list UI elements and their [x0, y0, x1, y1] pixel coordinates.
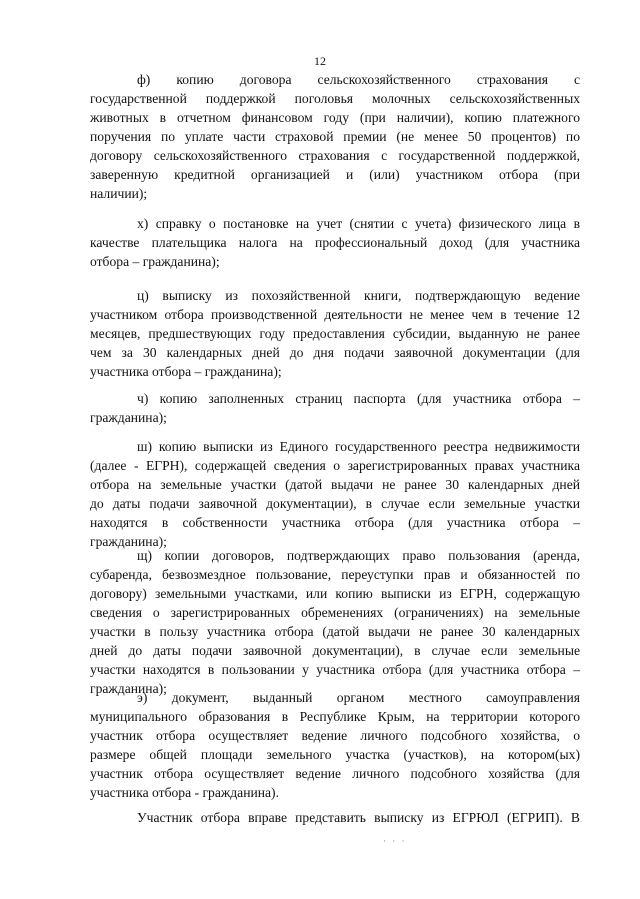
paragraph-line: размере общей площади земельного участка (участков), на котором(ых)	[90, 747, 580, 762]
paragraph-line: заверенную кредитной организацией и (или) участником отбора (при	[90, 167, 580, 182]
paragraph-line: э) документ, выданный органом местного самоуправления	[137, 690, 580, 705]
paragraph-line: ч) копию заполненных страниц паспорта (для участника отбора –	[137, 391, 580, 406]
paragraph-line: дней до даты подачи заявочной документации), в случае если земельные	[90, 643, 580, 658]
paragraph-line: участки в пользу участника отбора (датой выдачи не ранее 30 календарных	[90, 624, 580, 639]
paragraph-sh	[90, 437, 580, 551]
paragraph-line: участника отбора – гражданина);	[90, 364, 282, 379]
paragraph-line: качестве плательщика налога на профессиональный доход (для участника	[90, 235, 580, 250]
paragraph-line: наличии);	[90, 186, 148, 201]
paragraph-line: Участник отбора вправе представить выписку из ЕГРЮЛ (ЕГРИП). В	[137, 810, 580, 825]
paragraph-line: участником отбора производственной деятельности не менее чем в течение 12	[90, 307, 580, 322]
paragraph-line: участки находятся в пользовании у участника отбора (для участника отбора –	[90, 662, 580, 677]
paragraph-line: (далее - ЕГРН), содержащей сведения о зарегистрированных правах участника	[90, 458, 580, 473]
paragraph-line: участник отбора осуществляет ведение личного подсобного хозяйства (для	[90, 766, 580, 781]
paragraph-line: щ) копии договоров, подтверждающих право пользования (аренда,	[137, 548, 580, 563]
paragraph-line: гражданина);	[90, 410, 167, 425]
paragraph-line: сведения о зарегистрированных обременениях (ограничениях) на земельные	[90, 605, 580, 620]
paragraph-line: договору) земельными участками, или копию выписки из ЕГРН, содержащую	[90, 586, 580, 601]
paragraph-line: участника отбора - гражданина).	[90, 785, 279, 800]
paragraph-line: х) справку о постановке на учет (снятии с учета) физического лица в	[137, 216, 580, 231]
paragraph-line: месяцев, предшествующих году предоставления субсидии, выданную не ранее	[90, 326, 580, 341]
paragraph-f	[90, 70, 580, 203]
paragraph-line: животных в отчетном финансовом году (при наличии), копию платежного	[90, 110, 580, 125]
paragraph-h	[90, 214, 580, 271]
paragraph-line: ш) копию выписки из Единого государственного реестра недвижимости	[137, 439, 580, 454]
paragraph-line: отбора – гражданина);	[90, 254, 220, 269]
paragraph-ts	[90, 286, 580, 381]
paragraph-closing	[90, 808, 580, 827]
page-number: 12	[314, 54, 326, 68]
paragraph-line: до даты подачи заявочной документации), в случае если земельные участки	[90, 496, 580, 511]
paragraph-e	[90, 688, 580, 802]
scan-speck: · · ·	[383, 836, 407, 846]
paragraph-line: муниципального образования в Республике Крым, на территории которого	[90, 709, 580, 724]
paragraph-line: поручения по уплате части страховой премии (не менее 50 процентов) по	[90, 129, 580, 144]
paragraph-line: ф) копию договора сельскохозяйственного страхования с	[137, 72, 580, 87]
paragraph-line: гражданина);	[90, 534, 167, 549]
paragraph-line: участник отбора осуществляет ведение личного подсобного хозяйства, о	[90, 728, 580, 743]
paragraph-line: гражданина);	[90, 681, 167, 696]
paragraph-line: государственной поддержкой поголовья молочных сельскохозяйственных	[90, 91, 580, 106]
paragraph-line: субаренда, безвозмездное пользование, переуступки прав и обязанностей по	[90, 567, 580, 582]
paragraph-line: чем за 30 календарных дней до дня подачи заявочной документации (для	[90, 345, 580, 360]
paragraph-line: договору сельскохозяйственного страхования с государственной поддержкой,	[90, 148, 580, 163]
paragraph-line: отбора на земельные участки (датой выдачи не ранее 30 календарных дней	[90, 477, 580, 492]
paragraph-line: находятся в собственности участника отбора (для участника отбора –	[90, 515, 580, 530]
paragraph-shch	[90, 546, 580, 698]
paragraph-line: ц) выписку из похозяйственной книги, подтверждающую ведение	[137, 288, 580, 303]
paragraph-ch	[90, 389, 580, 427]
